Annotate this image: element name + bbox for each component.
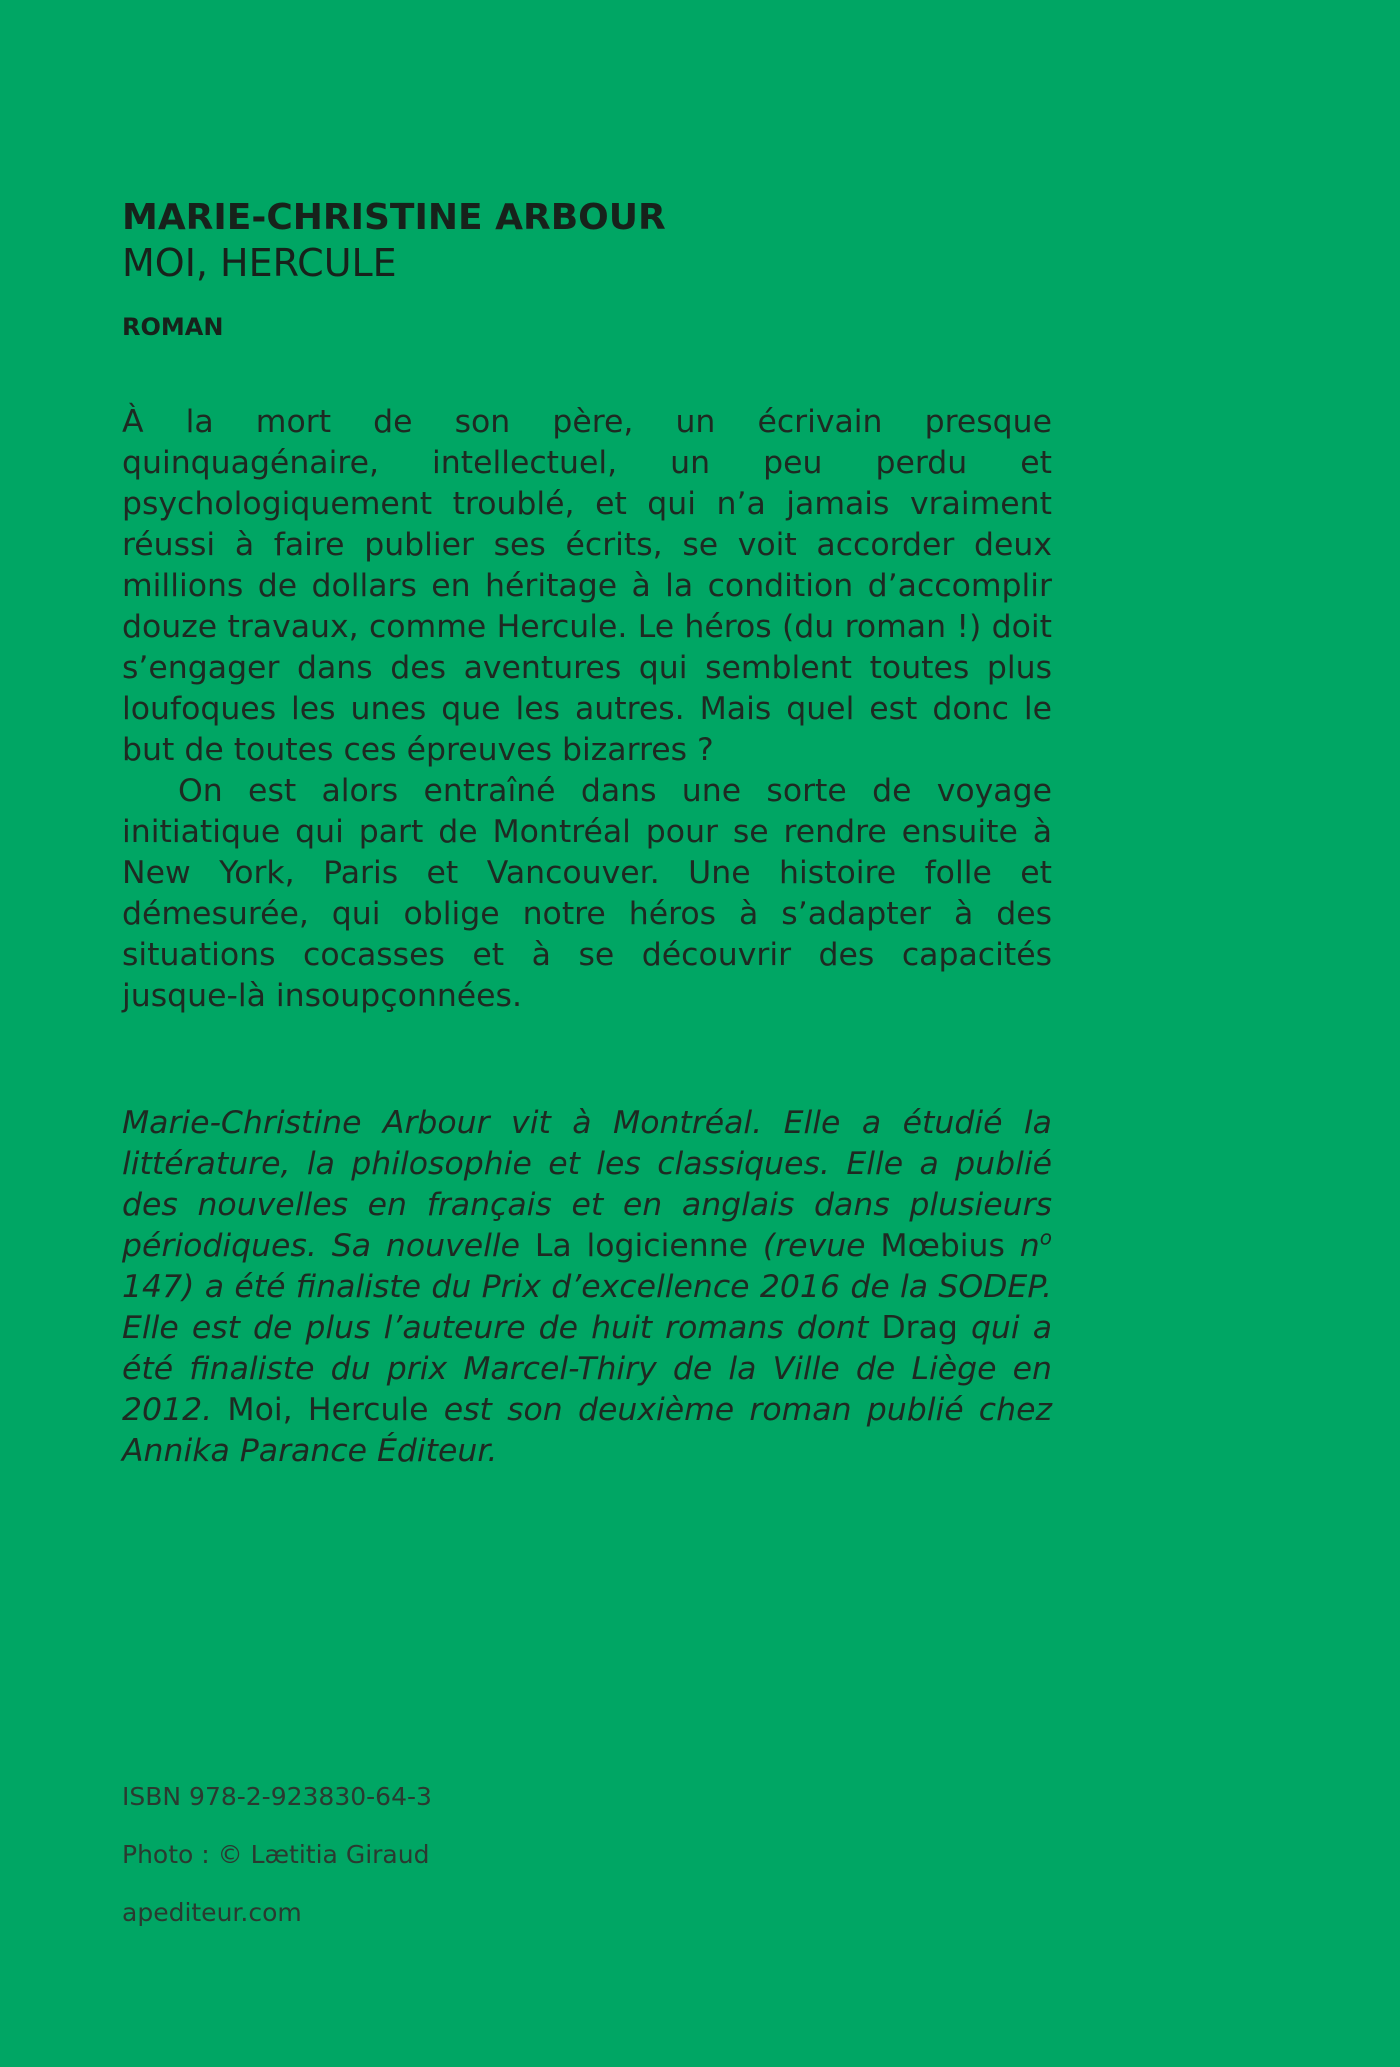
author-name: MARIE-CHRISTINE ARBOUR [122, 197, 666, 238]
isbn: ISBN 978-2-923830-64-3 [122, 1782, 432, 1811]
publisher-website: apediteur.com [122, 1898, 302, 1927]
bio-journal-name: Mœbius [880, 1228, 1005, 1264]
photo-credit: Photo : © Lætitia Giraud [122, 1840, 430, 1869]
bio-work-title: Drag [881, 1310, 958, 1346]
bio-text: (revue [748, 1228, 881, 1264]
summary-paragraph: À la mort de son père, un écrivain presque quinquagénaire, intellectuel, un peu perdu et psychologiquement troublé, et qui n’a jamais vraiment réussi à faire publier ses écrits, se voit accorder deux millions de dollars en héritage à la condition d’accomplir douze travaux, comme Hercule. Le héros (du roman !) doit s’engager dans des aventures qui semblent toutes plus loufoques les unes que les autres. Mais quel est donc le but de toutes ces épreuves bizarres ? [122, 404, 1052, 768]
book-title: MOI, HERCULE [122, 241, 397, 285]
bio-text: Marie-Christine Arbour vit à Montréal. Elle a étudié la littérature, la philosophie et les classiques. Elle a publié des nouvelles en français et en anglais dans plusieurs périodiques. Sa nouvelle [122, 1105, 1052, 1264]
bio-text: qui a été finaliste du prix Marcel-Thiry de la Ville de Liège en 2012. [122, 1310, 1052, 1428]
summary-paragraph: On est alors entraîné dans une sorte de voyage initiatique qui part de Montréal pour se rendre ensuite à New York, Paris et Vancouver. Une histoire folle et démesurée, qui oblige notre héros à s’adapter à des situations cocasses et à se découvrir des capacités jusque-là insoupçonnées. [122, 773, 1052, 1014]
bio-text: est son deuxième roman publié chez Annika Parance Éditeur. [122, 1392, 1052, 1469]
genre-label: ROMAN [122, 313, 224, 341]
bio-work-title: La logicienne [534, 1228, 749, 1264]
cover-content [122, 196, 1052, 1472]
footer [122, 1780, 432, 1954]
bio-text: n [1004, 1228, 1040, 1264]
bio-work-title: Moi, Hercule [227, 1392, 429, 1428]
author-bio [122, 1103, 1052, 1472]
bio-superscript: o [1039, 1225, 1052, 1250]
bio-text: 147) a été finaliste du Prix d’excellence 2016 de la SODEP. Elle est de plus l’auteure de huit romans dont [122, 1269, 1052, 1346]
summary [122, 402, 1052, 1017]
